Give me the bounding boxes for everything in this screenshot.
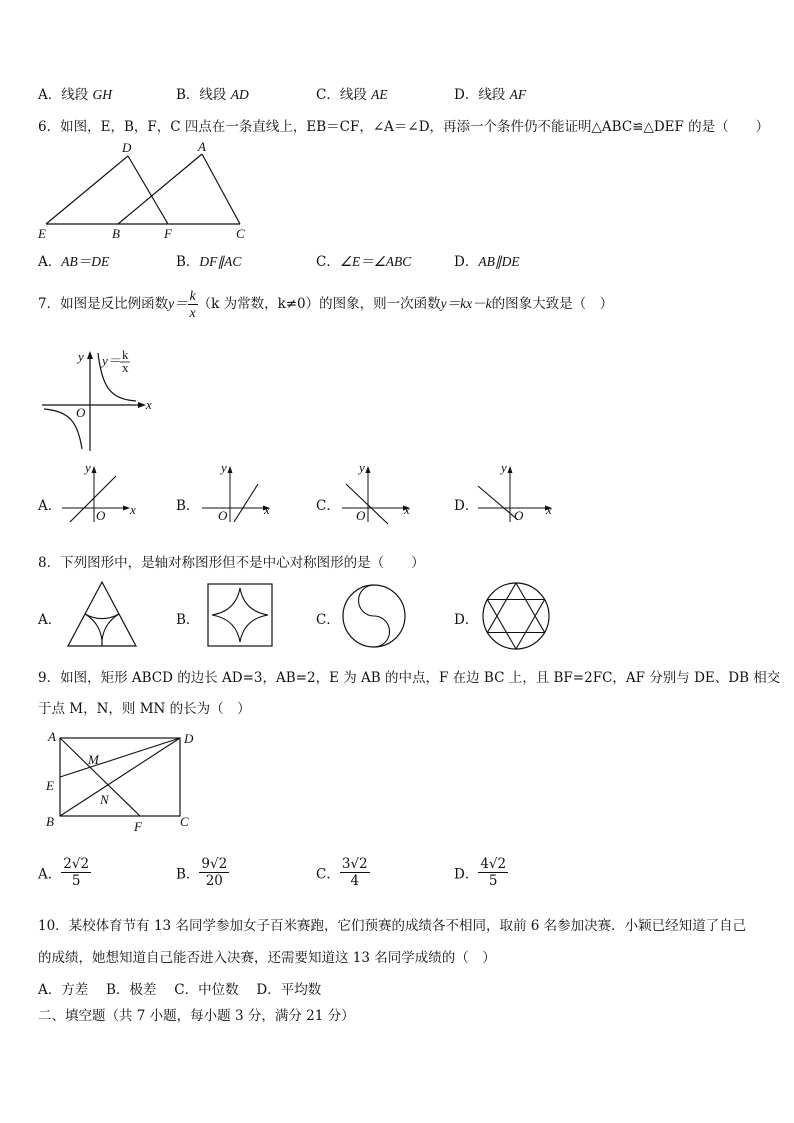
q8-option-d-figure [480,580,552,652]
q9-label-n: N [100,792,109,807]
q9-label-f: F [134,819,142,834]
q9-stem-line1: 9．如图，矩形 ABCD 的边长 AD=3，AB=2，E 为 AB 的中点，F 在边 BC 上，且 BF=2FC，AF 分别与 DE、DB 相交 [38,670,781,686]
q7-option-d-graph [474,462,560,524]
q5-option-a: A．线段 GH [38,87,113,103]
q10-stem-line2: 的成绩，她想知道自己能否进入决赛，还需要知道这 13 名同学成绩的（ ） [38,950,496,966]
q7-option-a-label: A． [38,498,62,514]
q8-option-c-figure [340,582,408,650]
q10-stem-line1: 10．某校体育节有 13 名同学参加女子百米赛跑，它们预赛的成绩各不相同，取前 6 名参加决赛．小颖已经知道了自己 [38,918,747,934]
q8-option-c-label: C． [316,612,340,628]
q6-stem: 6．如图，E，B，F，C 四点在一条直线上，EB＝CF，∠A＝∠D，再添一个条件仍不能证明△ABC≌△DEF 的是（ ） [38,119,770,135]
q9-option-c: C． $\frac{3√2}{4}$ [316,856,368,889]
q7-origin: O [76,405,86,420]
q6-label-c: C [236,226,245,241]
q7-main-graph [38,345,158,455]
q9-label-b: B [46,814,54,829]
q6-label-f: F [164,226,172,241]
q6-label-e: E [38,226,46,241]
q7-d-y: y [501,460,507,475]
q8-option-b-label: B． [176,612,200,628]
q6-option-c: C．∠E＝∠ABC [316,254,412,270]
q9-option-a: A． $\frac{2√2}{5}$ [38,856,90,889]
q7-curve-label: y＝ [102,353,121,368]
q5-option-d: D．线段 AF [454,87,527,103]
q7-stem: 7．如图是反比例函数y＝ $\frac{k}{x}$ （k 为常数，k≠0）的图象，则一次函数y＝kx－k的图象大致是（ ） [38,288,614,320]
q7-option-d-label: D． [454,498,479,514]
q7-option-c-label: C． [316,498,340,514]
q7-curve-label-k: k [122,347,129,362]
q7-option-b-label: B． [176,498,200,514]
q7-b-o: O [218,508,228,523]
q9-label-m: M [88,752,99,767]
q7-a-o: O [96,508,106,523]
q7-option-c-graph [338,462,418,524]
q8-option-a-figure [66,580,138,648]
q8-option-b-figure [206,582,274,648]
q8-option-d-label: D． [454,612,479,628]
q9-option-d: D． $\frac{4√2}{5}$ [454,856,507,889]
q8-option-a-label: A． [38,612,62,628]
q6-option-a: A．AB＝DE [38,254,110,270]
q9-stem-line2: 于点 M，N，则 MN 的长为（ ） [38,701,251,717]
q7-d-x: x [546,502,552,517]
q9-figure [44,728,204,836]
q10-options: A．方差 B．极差 C．中位数 D．平均数 [38,982,322,998]
q5-option-c: C．线段 AE [316,87,388,103]
section-2-heading: 二、填空题（共 7 小题，每小题 3 分，满分 21 分） [38,1008,355,1024]
q9-option-b: B． $\frac{9√2}{20}$ [176,856,228,889]
q7-axis-y: y [78,349,84,364]
q7-option-b-graph [198,462,278,524]
q6-option-b: B．DF∥AC [176,254,242,270]
q6-figure [38,140,248,240]
q6-label-a: A [198,139,206,154]
q8-stem: 8．下列图形中，是轴对称图形但不是中心对称图形的是（ ） [38,555,425,571]
q9-label-c: C [180,814,189,829]
q9-label-e: E [46,778,54,793]
q9-label-d: D [184,731,194,746]
q6-label-b: B [112,226,120,241]
q9-label-a: A [48,729,56,744]
q5-option-b: B．线段 AD [176,87,249,103]
q6-option-d: D．AB∥DE [454,254,520,270]
q7-d-o: O [514,508,524,523]
q6-label-d: D [122,140,132,155]
q7-curve-label-x: x [122,360,129,375]
q7-b-x: x [264,502,270,517]
q7-c-x: x [404,502,410,517]
q7-option-a-graph [58,462,138,524]
q7-b-y: y [221,460,227,475]
q7-c-o: O [356,508,366,523]
q7-a-y: y [85,460,91,475]
q7-a-x: x [130,502,136,517]
q7-c-y: y [359,460,365,475]
q7-axis-x: x [146,397,152,412]
